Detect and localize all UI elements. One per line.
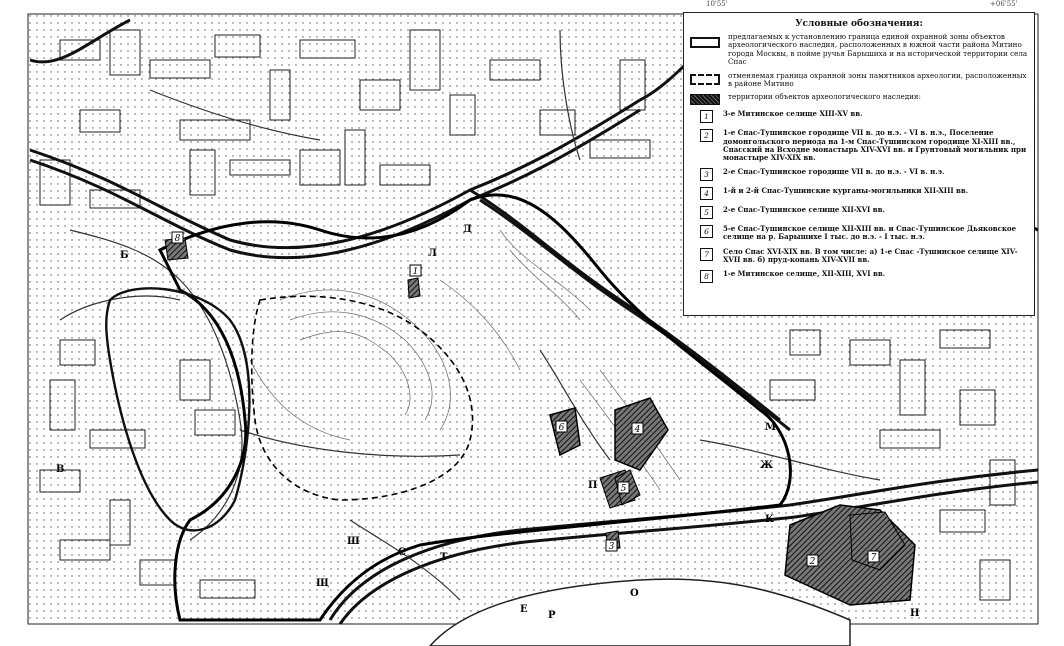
route-letter-s: С <box>398 547 406 558</box>
route-letter-e: Е <box>520 604 528 615</box>
route-letter-t: Т <box>440 552 448 563</box>
site-marker-4 <box>632 423 643 435</box>
site-marker-7-label: 7 <box>870 553 877 563</box>
site-marker-6-label: 6 <box>558 423 565 433</box>
route-letter-m: М <box>765 422 777 433</box>
site-number-box: 5 <box>700 206 713 219</box>
route-letter-b: Б <box>120 250 129 261</box>
route-letter-r: Р <box>548 610 556 621</box>
site-description: 1-е Митинское селище, XII-XIII, XVI вв. <box>723 269 886 279</box>
site-marker-6 <box>556 421 567 433</box>
legend-site-8 <box>700 270 1028 283</box>
route-letter-k: К <box>765 514 775 525</box>
route-letter-zh: Ж <box>760 460 774 471</box>
site-marker-1 <box>410 265 421 277</box>
site-marker-1-label: 1 <box>412 267 419 277</box>
dashed-boundary-symbol <box>690 74 720 85</box>
legend-item-text: предлагаемых к установлению граница единой охранной зоны объектов археологического наследия, расположенных в южной части района Митино города Москвы, в пойме ручья Барышиха и на исторической территории села Спас <box>728 32 1028 67</box>
top-coordinate-label: 10'55' <box>706 0 728 8</box>
legend-item-site-territory <box>690 93 1028 105</box>
site-description: 1-й и 2-й Спас-Тушинские курганы-могильники XII-XIII вв. <box>723 186 969 196</box>
route-letter-l: Л <box>428 248 437 259</box>
legend-item-text: отменяемая граница охранной зоны памятников археологии, расположенных в районе Митино <box>728 70 1027 89</box>
site-marker-3 <box>606 540 617 552</box>
route-letter-v: В <box>56 464 65 475</box>
site-description: 3-е Митинское селище XIII-XV вв. <box>723 109 863 119</box>
map-legend <box>683 12 1035 316</box>
legend-item-text: территории объектов археологического наследия: <box>728 92 921 102</box>
site-marker-5 <box>618 482 629 494</box>
site-marker-2 <box>807 555 818 567</box>
site-number-box: 8 <box>700 270 713 283</box>
legend-site-6 <box>700 225 1028 241</box>
route-letter-d: Д <box>463 224 472 235</box>
legend-item-cancelled-boundary <box>690 72 1028 89</box>
site-number-box: 2 <box>700 129 713 142</box>
site-marker-8 <box>172 232 183 244</box>
legend-item-proposed-boundary <box>690 33 1028 67</box>
site-marker-3-label: 3 <box>608 542 615 552</box>
site-description: 1-е Спас-Тушинское городище VII в. до н.э. - VI в. н.э., Поселение домонгольского периода на 1-м Спас-Тушинском городище XI-XIII вв., Спасский на Всходне монастырь XIV-XVI вв. и Грунтовый могильник при монастыре XIV-XIX вв. <box>723 128 1027 163</box>
route-letter-o: О <box>630 588 639 599</box>
legend-site-1 <box>700 110 1028 123</box>
site-description: 2-е Спас-Тушинское селище XII-XVI вв. <box>723 205 885 215</box>
site-marker-5-label: 5 <box>620 484 627 494</box>
site-description: 5-е Спас-Тушинское селище XII-XIII вв. и Спас-Тушинское Дьяковское селище на р. Барышихе I тыс. до н.э. - I тыс. н.э. <box>723 224 1017 242</box>
route-letter-shch: Щ <box>316 578 329 589</box>
site-number-box: 3 <box>700 168 713 181</box>
legend-site-2 <box>700 129 1028 162</box>
site-number-box: 4 <box>700 187 713 200</box>
top-right-coordinate-label: +06'55' <box>990 0 1018 8</box>
route-letter-p: П <box>588 480 598 491</box>
site-marker-4-label: 4 <box>634 425 641 435</box>
legend-site-3 <box>700 168 1028 181</box>
site-number-box: 1 <box>700 110 713 123</box>
legend-site-7 <box>700 248 1028 264</box>
legend-title: Условные обозначения: <box>795 19 923 29</box>
solid-boundary-symbol <box>690 37 720 48</box>
hatched-area-symbol <box>690 94 720 105</box>
site-number-box: 6 <box>700 225 713 238</box>
site-area-1 <box>408 278 420 298</box>
legend-site-5 <box>700 206 1028 219</box>
site-marker-8-label: 8 <box>174 234 181 244</box>
route-letter-n: Н <box>910 608 920 619</box>
route-letter-sh: Ш <box>347 536 360 547</box>
site-description: Село Спас XVI-XIX вв. В том числе: а) 1-е Спас -Тушинское селище XIV-XVII вв. б) пруд-копань XIV-XVII вв. <box>723 246 1018 264</box>
site-number-box: 7 <box>700 248 713 261</box>
site-marker-2-label: 2 <box>809 557 816 567</box>
legend-site-4 <box>700 187 1028 200</box>
site-description: 2-е Спас-Тушинское городище VII в. до н.э. - VI в. н.э. <box>723 167 945 177</box>
site-marker-7 <box>868 551 879 563</box>
